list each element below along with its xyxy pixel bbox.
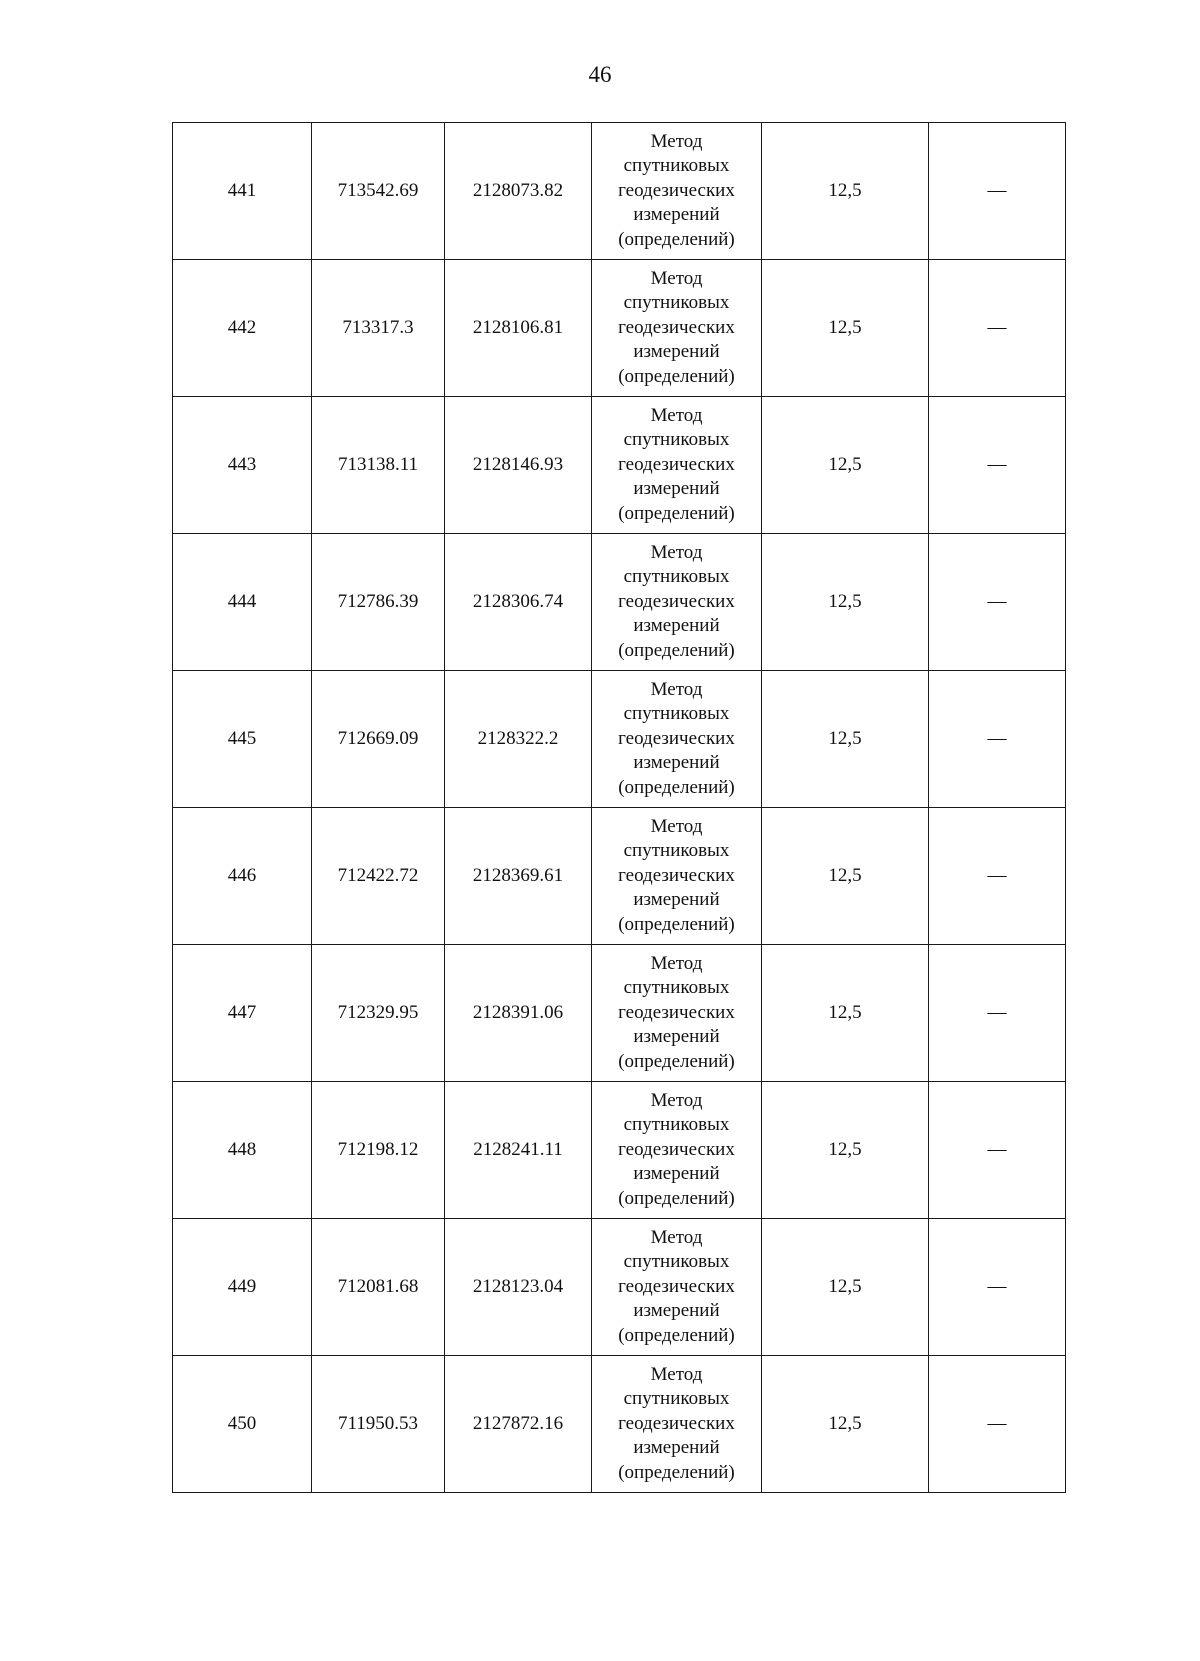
note-dash: — [929, 808, 1066, 945]
method-line: измерений [633, 1026, 720, 1048]
method-line: геодезических [618, 1412, 735, 1434]
method-line: спутниковых [623, 566, 730, 588]
method-line: геодезических [618, 1275, 735, 1297]
method-line: измерений [633, 889, 720, 911]
coordinate-x: 713317.3 [312, 260, 445, 397]
point-number: 448 [173, 1082, 312, 1219]
method-line: геодезических [618, 864, 735, 886]
method-line: спутниковых [623, 977, 730, 999]
coordinate-y: 2128369.61 [445, 808, 592, 945]
method-line: измерений [633, 1437, 720, 1459]
point-number: 446 [173, 808, 312, 945]
method-line: геодезических [618, 179, 735, 201]
point-number: 441 [173, 123, 312, 260]
table-row [173, 1356, 1066, 1493]
accuracy-value: 12,5 [762, 671, 929, 808]
table-row [173, 123, 1066, 260]
note-dash: — [929, 397, 1066, 534]
coordinates-table [172, 122, 1066, 1493]
coordinate-x: 712198.12 [312, 1082, 445, 1219]
coordinate-y: 2128241.11 [445, 1082, 592, 1219]
accuracy-value: 12,5 [762, 1082, 929, 1219]
note-dash: — [929, 260, 1066, 397]
coordinate-x: 713138.11 [312, 397, 445, 534]
method-line: Метод [650, 1226, 703, 1248]
method-line: спутниковых [623, 292, 730, 314]
method-line: Метод [650, 815, 703, 837]
method-line: геодезических [618, 316, 735, 338]
method-line: измерений [633, 204, 720, 226]
coordinate-y: 2128123.04 [445, 1219, 592, 1356]
method-line: измерений [633, 341, 720, 363]
coordinate-y: 2128073.82 [445, 123, 592, 260]
coordinate-x: 712081.68 [312, 1219, 445, 1356]
method-line: спутниковых [623, 155, 730, 177]
method-line: спутниковых [623, 1388, 730, 1410]
accuracy-value: 12,5 [762, 808, 929, 945]
point-number: 444 [173, 534, 312, 671]
method-line: (определений) [618, 913, 735, 935]
accuracy-value: 12,5 [762, 260, 929, 397]
note-dash: — [929, 123, 1066, 260]
method-line: (определений) [618, 502, 735, 524]
method-line: геодезических [618, 590, 735, 612]
coordinate-y: 2128146.93 [445, 397, 592, 534]
table-row [173, 945, 1066, 1082]
method-cell [592, 397, 762, 534]
method-line: Метод [650, 130, 703, 152]
point-number: 443 [173, 397, 312, 534]
coordinate-x: 713542.69 [312, 123, 445, 260]
coordinate-y: 2127872.16 [445, 1356, 592, 1493]
method-line: Метод [650, 1089, 703, 1111]
coordinate-y: 2128106.81 [445, 260, 592, 397]
method-line: геодезических [618, 727, 735, 749]
method-line: (определений) [618, 1187, 735, 1209]
table-row [173, 1082, 1066, 1219]
method-line: спутниковых [623, 1251, 730, 1273]
accuracy-value: 12,5 [762, 945, 929, 1082]
method-line: (определений) [618, 1050, 735, 1072]
coordinate-x: 712422.72 [312, 808, 445, 945]
table-row [173, 1219, 1066, 1356]
method-line: (определений) [618, 776, 735, 798]
coordinate-x: 712786.39 [312, 534, 445, 671]
point-number: 449 [173, 1219, 312, 1356]
method-line: измерений [633, 478, 720, 500]
method-line: (определений) [618, 1324, 735, 1346]
method-line: геодезических [618, 1001, 735, 1023]
method-cell [592, 945, 762, 1082]
page-number: 46 [588, 62, 612, 87]
note-dash: — [929, 1219, 1066, 1356]
table-row [173, 534, 1066, 671]
method-line: спутниковых [623, 703, 730, 725]
method-line: измерений [633, 1300, 720, 1322]
note-dash: — [929, 534, 1066, 671]
method-line: Метод [650, 952, 703, 974]
method-cell [592, 671, 762, 808]
coordinate-x: 712329.95 [312, 945, 445, 1082]
method-cell [592, 123, 762, 260]
method-line: измерений [633, 1163, 720, 1185]
note-dash: — [929, 671, 1066, 808]
method-line: Метод [650, 267, 703, 289]
note-dash: — [929, 945, 1066, 1082]
table-row [173, 808, 1066, 945]
method-line: Метод [650, 1363, 703, 1385]
method-line: измерений [633, 752, 720, 774]
coordinate-x: 711950.53 [312, 1356, 445, 1493]
method-line: спутниковых [623, 840, 730, 862]
coordinate-x: 712669.09 [312, 671, 445, 808]
coordinate-y: 2128391.06 [445, 945, 592, 1082]
method-line: измерений [633, 615, 720, 637]
method-line: (определений) [618, 1461, 735, 1483]
note-dash: — [929, 1356, 1066, 1493]
method-cell [592, 1082, 762, 1219]
method-cell [592, 260, 762, 397]
point-number: 450 [173, 1356, 312, 1493]
accuracy-value: 12,5 [762, 123, 929, 260]
method-cell [592, 1219, 762, 1356]
coordinate-y: 2128306.74 [445, 534, 592, 671]
table-row [173, 397, 1066, 534]
accuracy-value: 12,5 [762, 397, 929, 534]
table-row [173, 260, 1066, 397]
method-line: (определений) [618, 228, 735, 250]
coordinates-table-body [173, 123, 1066, 1493]
method-line: спутниковых [623, 1114, 730, 1136]
method-cell [592, 808, 762, 945]
method-line: (определений) [618, 639, 735, 661]
note-dash: — [929, 1082, 1066, 1219]
method-cell [592, 534, 762, 671]
method-line: геодезических [618, 1138, 735, 1160]
table-row [173, 671, 1066, 808]
point-number: 442 [173, 260, 312, 397]
method-cell [592, 1356, 762, 1493]
method-line: спутниковых [623, 429, 730, 451]
method-line: Метод [650, 541, 703, 563]
coordinate-y: 2128322.2 [445, 671, 592, 808]
method-line: геодезических [618, 453, 735, 475]
method-line: (определений) [618, 365, 735, 387]
method-line: Метод [650, 678, 703, 700]
accuracy-value: 12,5 [762, 534, 929, 671]
point-number: 445 [173, 671, 312, 808]
point-number: 447 [173, 945, 312, 1082]
accuracy-value: 12,5 [762, 1219, 929, 1356]
accuracy-value: 12,5 [762, 1356, 929, 1493]
method-line: Метод [650, 404, 703, 426]
